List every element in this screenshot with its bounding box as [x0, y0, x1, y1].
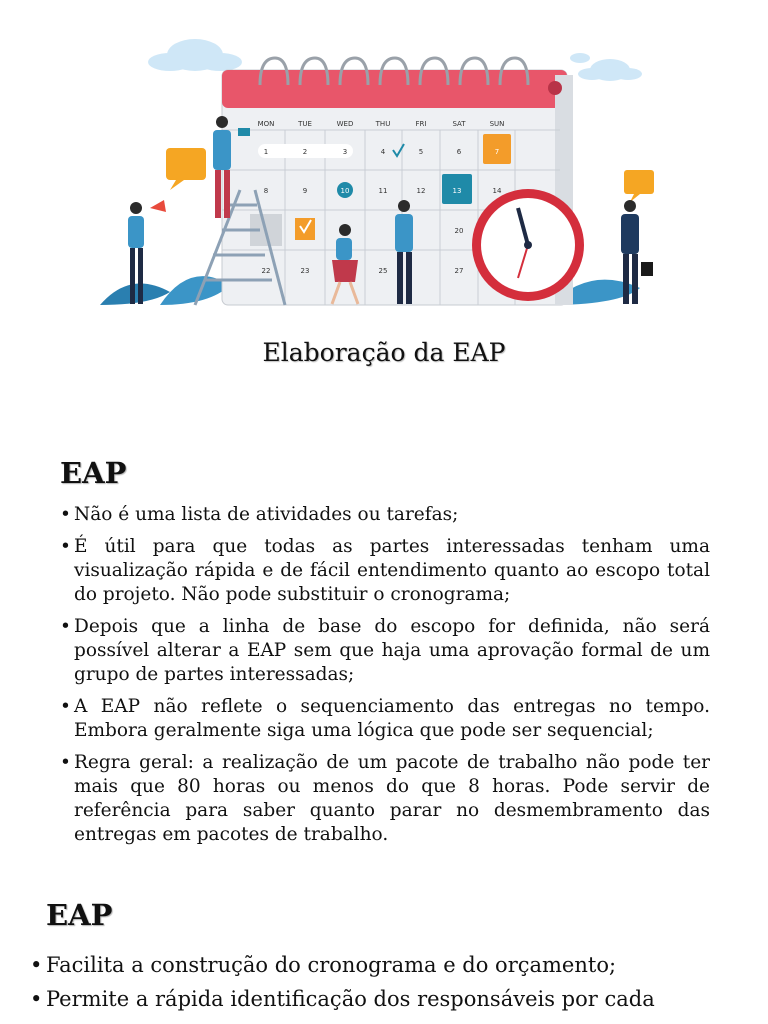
calendar-day: 1	[263, 148, 269, 156]
calendar-day: 22	[261, 267, 271, 275]
calendar-day: 3	[342, 148, 348, 156]
weekday-label: SUN	[489, 120, 505, 128]
section-heading: EAP	[46, 898, 113, 932]
calendar-day: 25	[378, 267, 388, 275]
calendar-day: 4	[380, 148, 386, 156]
bullet-list	[30, 951, 730, 1019]
calendar-day: 12	[416, 187, 426, 195]
weekday-label: TUE	[298, 120, 312, 128]
section-heading: EAP	[60, 456, 127, 490]
weekday-label: THU	[375, 120, 391, 128]
calendar-day: 14	[492, 187, 502, 195]
calendar-day: 13	[452, 187, 462, 195]
list-item: • Permite a rápida identificação dos responsáveis por cada	[30, 985, 730, 1013]
calendar-day: 2	[302, 148, 308, 156]
weekday-label: FRI	[415, 120, 427, 128]
list-item: • Depois que a linha de base do escopo for definida, não será possível alterar a EAP sem que haja uma aprovação formal de um grupo de partes interessadas;	[60, 615, 710, 687]
cloud-icon	[570, 53, 642, 81]
list-item: • Regra geral: a realização de um pacote de trabalho não pode ter mais que 80 horas ou menos do que 8 horas. Pode servir de referência para saber quanto parar no desmembramento das entregas em pacotes de trabalho.	[60, 751, 710, 847]
calendar-illustration	[100, 30, 680, 310]
person-icon	[621, 200, 653, 304]
weekday-label: SAT	[452, 120, 466, 128]
list-item: • É útil para que todas as partes interessadas tenham uma visualização rápida e de fácil entendimento quanto ao escopo total do projeto. Não pode substituir o cronograma;	[60, 535, 710, 607]
weekday-label: MON	[257, 120, 275, 128]
list-item: • Não é uma lista de atividades ou tarefas;	[60, 503, 710, 527]
page-title: Elaboração da EAP	[262, 338, 506, 367]
calendar-day: 23	[300, 267, 310, 275]
calendar-day: 9	[302, 187, 308, 195]
calendar-day: 11	[378, 187, 388, 195]
bullet-list	[60, 503, 710, 855]
calendar-day: 8	[263, 187, 269, 195]
clock-icon	[472, 189, 584, 301]
calendar-day: 20	[454, 227, 464, 235]
list-item: • A EAP não reflete o sequenciamento das entregas no tempo. Embora geralmente siga uma lógica que pode ser sequencial;	[60, 695, 710, 743]
cloud-icon	[148, 39, 242, 71]
calendar-day: 10	[340, 187, 350, 195]
calendar-day: 6	[456, 148, 462, 156]
calendar-day: 5	[418, 148, 424, 156]
calendar-day: 27	[454, 267, 464, 275]
calendar-day: 7	[494, 148, 500, 156]
weekday-label: WED	[336, 120, 354, 128]
list-item: • Facilita a construção do cronograma e do orçamento;	[30, 951, 730, 979]
